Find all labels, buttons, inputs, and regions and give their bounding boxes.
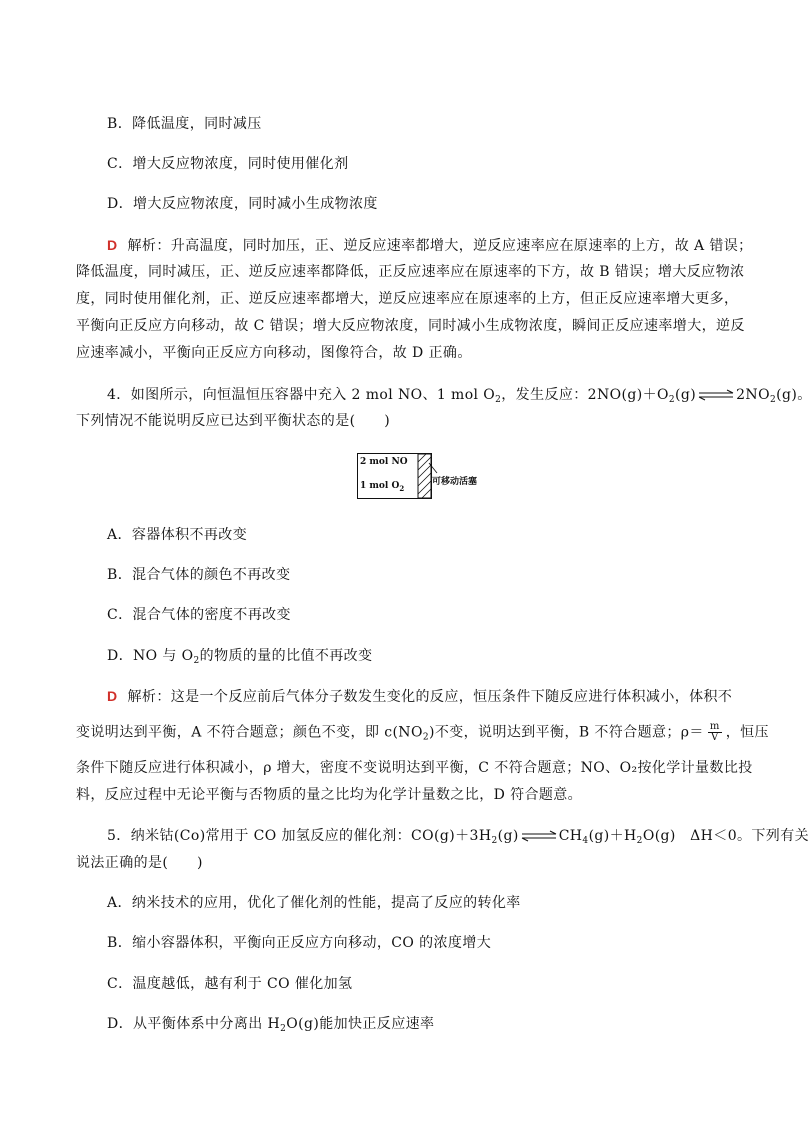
q4-option-d-text-a: D．NO 与 O (107, 648, 194, 664)
q4-answer: D (107, 688, 118, 704)
q5-option-d (107, 1014, 434, 1039)
q4-analysis-text-2c: ，恒压 (725, 724, 769, 741)
q5-stem-sub-3: 2 (636, 836, 643, 846)
q4-stem-text-c: (g) (675, 387, 697, 403)
q4-stem-line-2: 下列情况不能说明反应已达到平衡状态的是( ) (76, 413, 391, 429)
q4-option-a: A．容器体积不再改变 (107, 527, 248, 543)
figure-label-piston: 可移动活塞 (432, 477, 478, 487)
q4-stem-text-d: 2NO (736, 387, 770, 403)
q4-option-d-sub: 2 (193, 656, 200, 666)
q5-option-d-text-a: D．从平衡体系中分离出 H (107, 1016, 281, 1032)
q4-analysis-text-2a: 变说明达到平衡，A 不符合题意；颜色不变，即 c(NO (76, 724, 423, 741)
q3-option-c: C．增大反应物浓度，同时使用催化剂 (107, 156, 349, 172)
q3-option-b: B．降低温度，同时减压 (107, 116, 262, 132)
q5-stem-text-a: 5．纳米钴(Co)常用于 CO 加氢反应的催化剂：CO(g)＋3H (107, 828, 492, 844)
q5-stem-line-1 (107, 826, 809, 851)
container-figure (357, 453, 479, 499)
q5-stem-line-2: 说法正确的是( ) (76, 855, 203, 871)
q4-option-b: B．混合气体的颜色不再改变 (107, 567, 291, 583)
equilibrium-arrow-icon (698, 390, 734, 400)
figure-label-o2-text: 1 mol O (360, 481, 400, 491)
q4-stem-text-b: ，发生反应：2NO(g)＋O (501, 387, 669, 403)
q5-stem-text-e: O(g) ΔH＜0。下列有关 (642, 828, 810, 844)
q4-analysis-line-1 (107, 686, 732, 707)
q3-analysis-line-3: 度，同时使用催化剂，正、逆反应速率都增大，逆反应速率应在原速率的上方，但正反应速率增大更多， (76, 291, 739, 307)
q4-analysis-line-3: 条件下随反应进行体积减小，ρ 增大，密度不变说明达到平衡，C 不符合题意；NO、O₂按化学计量数比投 (76, 760, 753, 776)
fraction-denominator: V (710, 732, 719, 743)
q3-analysis-text-1: 解析：升高温度，同时加压，正、逆反应速率都增大，逆反应速率应在原速率的上方，故 A 错误； (127, 238, 753, 254)
q5-option-c: C．温度越低，越有利于 CO 催化加氢 (107, 976, 353, 992)
q4-stem-line-1 (107, 385, 812, 410)
q4-option-d-text-b: 的物质的量的比值不再改变 (199, 648, 373, 664)
q5-option-a: A．纳米技术的应用，优化了催化剂的性能，提高了反应的转化率 (107, 895, 521, 911)
q4-option-d (107, 646, 372, 671)
q5-option-d-sub: 2 (280, 1024, 287, 1034)
q3-option-d: D．增大反应物浓度，同时减小生成物浓度 (107, 196, 378, 212)
q5-stem-text-c: CH (558, 828, 583, 844)
q3-analysis-line-2: 降低温度，同时减压，正、逆反应速率都降低，正反应速率应在原速率的下方，故 B 错误；增大反应物浓 (76, 264, 745, 280)
fraction-numerator: m (709, 721, 720, 732)
figure-label-o2 (360, 481, 404, 493)
q4-analysis-text-1: 解析：这是一个反应前后气体分子数发生变化的反应，恒压条件下随反应进行体积减小，体积不 (127, 689, 733, 705)
q3-analysis-line-5: 应速率减小，平衡向正反应方向移动，图像符合，故 D 正确。 (76, 345, 472, 361)
q5-stem-sub-1: 2 (491, 836, 498, 846)
q5-stem-text-b: (g) (497, 828, 519, 844)
q4-analysis-text-2b: )不变，说明达到平衡，B 不符合题意；ρ＝ (428, 724, 704, 741)
q4-option-c: C．混合气体的密度不再改变 (107, 607, 291, 623)
q4-analysis-line-2 (76, 722, 769, 748)
equilibrium-arrow-icon-2 (521, 831, 557, 841)
q4-stem-sub-2: 2 (668, 395, 676, 405)
q3-answer: D (107, 237, 118, 253)
q4-analysis-sub: 2 (422, 732, 429, 743)
q4-stem-sub-3: 2 (769, 395, 777, 405)
q4-analysis-line-4: 料，反应过程中无论平衡与否物质的量之比均为化学计量数之比，D 符合题意。 (76, 787, 583, 803)
figure-label-no: 2 mol NO (360, 457, 408, 467)
q4-stem-text-a: 4．如图所示，向恒温恒压容器中充入 2 mol NO、1 mol O (107, 387, 496, 403)
q5-option-d-text-b: O(g)能加快正反应速率 (286, 1016, 435, 1032)
q5-option-b: B．缩小容器体积，平衡向正反应方向移动，CO 的浓度增大 (107, 935, 492, 951)
q5-stem-text-d: (g)＋H (588, 828, 637, 844)
q3-analysis-line-4: 平衡向正反应方向移动，故 C 错误；增大反应物浓度，同时减小生成物浓度，瞬间正反应速率增大，逆反 (76, 318, 745, 334)
q4-stem-text-e: (g)。 (776, 387, 812, 403)
q3-analysis-line-1 (107, 235, 753, 256)
density-fraction (708, 722, 722, 743)
q4-stem-sub-1: 2 (495, 395, 502, 405)
figure-label-o2-sub: 2 (399, 484, 405, 493)
q5-stem-sub-2: 4 (582, 836, 589, 846)
